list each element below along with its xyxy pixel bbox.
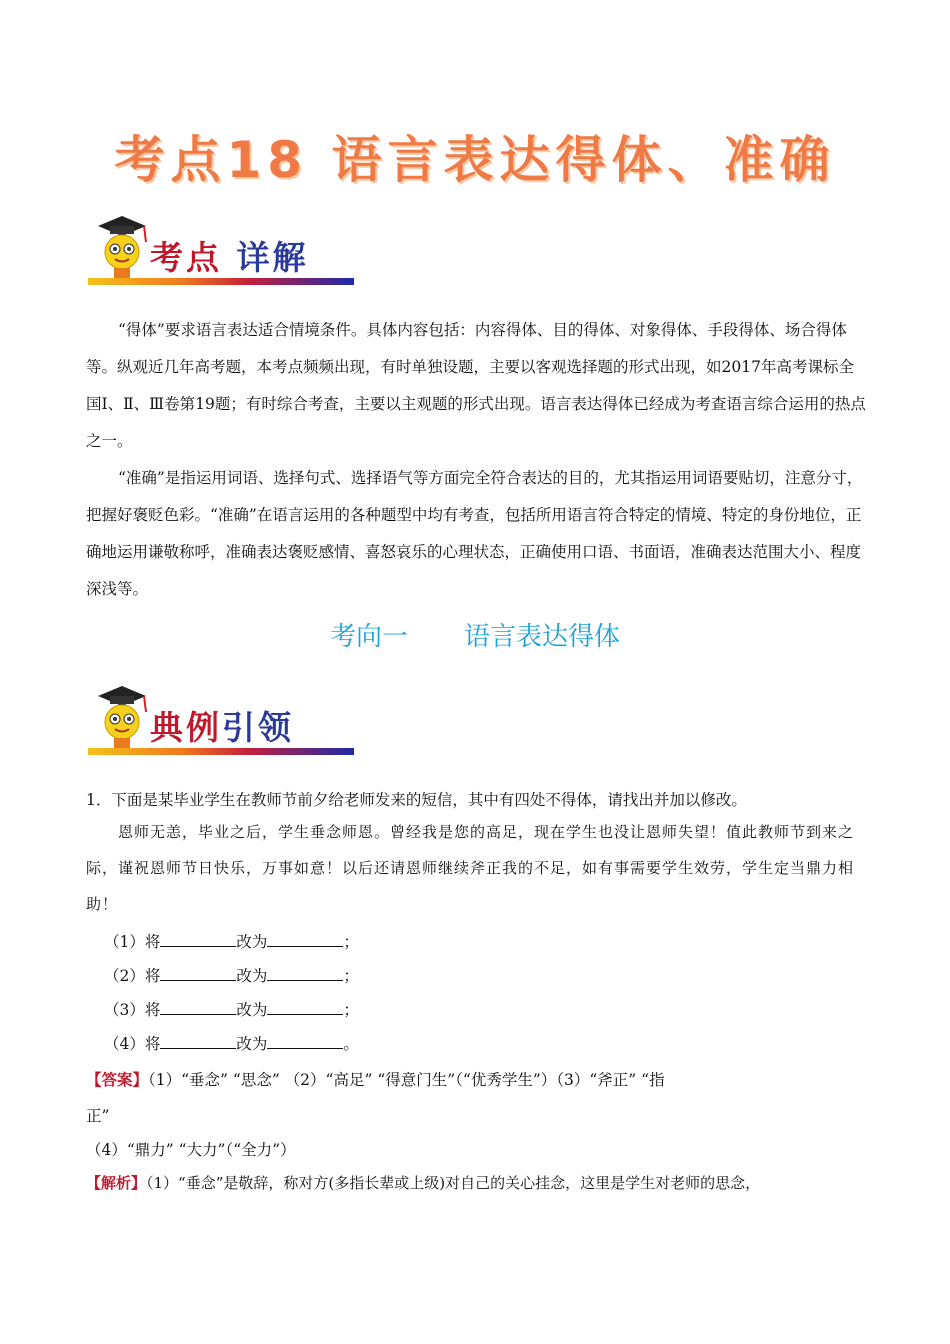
banner-word-1: 考点	[150, 238, 222, 277]
answer-blank[interactable]	[267, 1034, 343, 1049]
subheading-part-2: 语言表达得体	[464, 622, 621, 652]
answer-tag: 【答案】	[86, 1070, 149, 1089]
answer-blank[interactable]	[267, 932, 343, 947]
analysis-line: 【解析】（1）“垂念”是敬辞，称对方(多指长辈或上级)对自己的关心挂念，这里是学生对老师的思念，	[86, 1174, 761, 1192]
subheading-part-1: 考向一	[329, 622, 408, 652]
banner-word-2: 引领	[222, 708, 294, 747]
answer-blank[interactable]	[267, 966, 343, 981]
analysis-tag: 【解析】	[86, 1174, 147, 1192]
section-subheading	[0, 616, 950, 653]
answer-blank[interactable]	[160, 932, 236, 947]
answer-blank[interactable]	[160, 1034, 236, 1049]
answer-line-2: 正”	[86, 1107, 110, 1125]
answer-line-3: （4）“鼎力” “大力”（“全力”）	[86, 1141, 296, 1159]
banner-word-2: 详解	[236, 238, 309, 277]
sms-text: 恩师无恙，毕业之后，学生垂念师恩。曾经我是您的高足，现在学生也没让恩师失望！值此教师节到来之际，谨祝恩师节日快乐，万事如意！以后还请恩师继续斧正我的不足，如有事需要学生效劳，学生定当鼎力相助！	[86, 823, 855, 913]
scholar-mascot-icon	[88, 682, 154, 752]
blank-line-2: （2）将 改为 ；	[104, 967, 359, 985]
answer-blank[interactable]	[160, 966, 236, 981]
page-title: 考点18 语言表达得体、准确	[114, 131, 836, 189]
answer-blank[interactable]	[267, 1000, 343, 1015]
scholar-mascot-icon	[88, 212, 154, 282]
answer-line-1: 【答案】（1）“垂念” “思念” （2）“高足” “得意门生”（“优秀学生”）（3）“斧正” “指	[86, 1070, 665, 1089]
banner-word-1: 典例	[150, 708, 222, 747]
intro-paragraph-2: “准确”是指运用词语、选择句式、选择语气等方面完全符合表达的目的，尤其指运用词语要贴切，注意分寸，把握好褒贬色彩。“准确”在语言运用的各种题型中均有考查，包括所用语言符合特定的情境、特定的身份地位，正确地运用谦敬称呼，准确表达褒贬感情、喜怒哀乐的心理状态，正确使用口语、书面语，准确表达范围大小、程度深浅等。	[86, 469, 863, 598]
question-text: 1．下面是某毕业学生在教师节前夕给老师发来的短信，其中有四处不得体，请找出并加以修改。	[86, 791, 747, 809]
banner-underline	[88, 748, 354, 755]
answer-blank[interactable]	[160, 1000, 236, 1015]
section-banner-kaodian	[88, 212, 358, 292]
blank-line-1: （1）将 改为 ；	[104, 933, 359, 951]
blank-line-4: （4）将 改为 。	[104, 1035, 359, 1053]
banner-underline	[88, 278, 354, 285]
section-banner-dianli	[88, 682, 358, 762]
intro-paragraph-1: “得体”要求语言表达适合情境条件。具体内容包括：内容得体、目的得体、对象得体、手段得体、场合得体等。纵观近几年高考题，本考点频频出现，有时单独设题，主要以客观选择题的形式出现，如2017年高考课标全国Ⅰ、Ⅱ、Ⅲ卷第19题；有时综合考查，主要以主观题的形式出现。语言表达得体已经成为考查语言综合运用的热点之一。	[86, 321, 866, 450]
blank-line-3: （3）将 改为 ；	[104, 1001, 359, 1019]
